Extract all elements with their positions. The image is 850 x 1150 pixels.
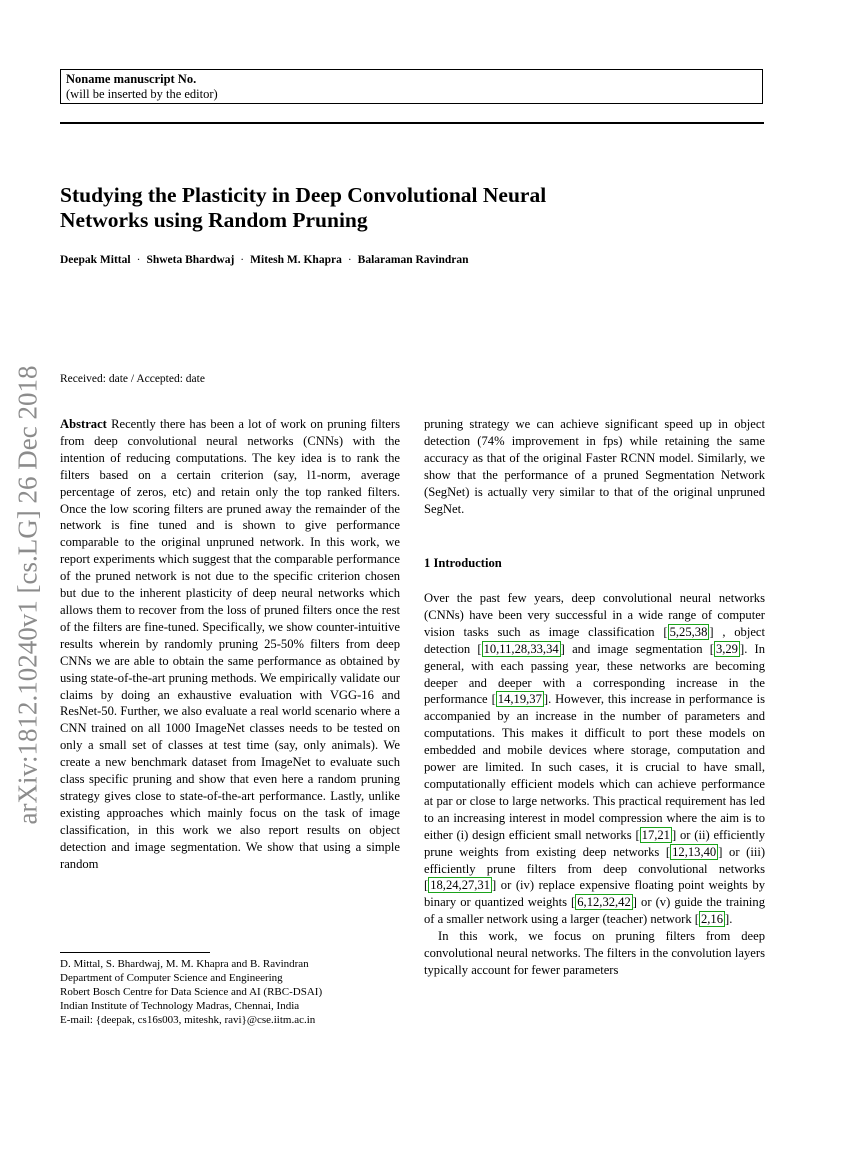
- abstract-heading: Abstract: [60, 417, 107, 431]
- footnote-email: E-mail: {deepak, cs16s003, miteshk, ravi}@cse.iitm.ac.in: [60, 1014, 316, 1026]
- author-name: Deepak Mittal: [60, 254, 131, 266]
- intro-text: or (iii) efficiently prune filters from deep convolutional networks: [424, 844, 766, 876]
- intro-text: and image segmentation: [572, 641, 703, 656]
- intro-text: or (v) guide the training of a smaller network using a larger (teacher) network: [424, 895, 766, 927]
- author-name: Balaraman Ravindran: [357, 254, 469, 266]
- intro-text: . However, this increase in performance is accompanied by an increase in the number of parameters and computations. This makes it difficult to port these models on embedded and mobile devices where storage, computation and power are limited. In such cases, it is crucial to have small, computationally efficient models which can achieve performance at par or close to large networks. This practical requirement has led to an increasing interest in model compression where the aim is to either (i) design efficient small networks: [424, 692, 766, 842]
- citation-link[interactable]: 6,12,32,42: [577, 895, 631, 910]
- introduction-body: [424, 590, 765, 979]
- editor-note: (will be inserted by the editor): [66, 87, 218, 101]
- paper-title-line-2: Networks using Random Pruning: [60, 208, 368, 232]
- arxiv-identifier: arXiv:1812.10240v1 [cs.LG] 26 Dec 2018: [12, 365, 43, 825]
- abstract-paragraph: [60, 416, 400, 872]
- received-date: Received: date / Accepted: date: [60, 373, 205, 385]
- header-rule: [60, 122, 764, 124]
- footnote-department: Department of Computer Science and Engineering: [60, 972, 283, 984]
- intro-text: , object detection: [424, 624, 766, 656]
- abstract-continuation: [424, 416, 765, 517]
- introduction-paragraph-2: In this work, we focus on pruning filters from deep convolutional neural networks. The filters in the convolution layers typically account for fewer parameters: [424, 929, 765, 977]
- footnote-authors: D. Mittal, S. Bhardwaj, M. M. Khapra and B. Ravindran: [60, 958, 309, 970]
- intro-text: or (ii) efficiently prune weights from existing deep networks: [424, 827, 765, 859]
- intro-text: or (iv) replace expensive floating point weights by binary or quantized weights: [424, 878, 765, 910]
- author-list: [60, 254, 469, 266]
- citation-link[interactable]: 12,13,40: [672, 844, 717, 859]
- introduction-paragraph-1: Over the past few years, deep convolutional neural networks (CNNs) have been very successful in a wide range of computer vision tasks such as image classification [ 5,25,38 ] , object detection [ 10,11,28,33,34 ] and image segmentation [ 3,29 ]. In general, with each passing year, these networks are becoming deeper and deeper with a corresponding increase in the performance [ 14,19,37 ]. However, this increase in performance is accompanied by an increase in the number of parameters and computations. This makes it difficult to port these models on embedded and mobile devices where storage, computation and power are limited. In such cases, it is crucial to have small, computationally efficient models which can achieve performance at par or close to large networks. This practical requirement has led to an increasing interest in model compression where the aim is to either (i) design efficient small networks [ 17,21 ] or (ii) efficiently prune weights from existing deep networks [ 12,13,40 ] or (iii) efficiently prune filters from deep convolutional networks [ 18,24,27,31 ] or (iv) replace expensive floating point weights by binary or quantized weights [ 6,12,32,42 ] or (v) guide the training of a smaller network using a larger (teacher) network [ 2,16 ].: [424, 591, 766, 927]
- abstract-text: Recently there has been a lot of work on pruning filters from deep convolutional neural networks (CNNs) with the intention of reducing computations. The key idea is to rank the filters based on a certain criterion (say, l1-norm, average percentage of zeros, etc) and retain only the top ranked filters. Once the low scoring filters are pruned away the remainder of the network is fine tuned and is shown to give performance comparable to the original unpruned network. In this work, we report experiments which suggest that the comparable performance of the pruned network is not due to the specific criterion chosen but due to the inherent plasticity of deep neural networks which allows them to recover from the loss of pruned filters once the rest of the filters are fine-tuned. Specifically, we show counter-intuitive results wherein by randomly pruning 25-50% filters from deep CNNs we are able to obtain the same performance as obtained by using state-of-the-art pruning methods. We empirically validate our claims by doing an exhaustive evaluation with VGG-16 and ResNet-50. Further, we also evaluate a real world scenario where a CNN trained on all 1000 ImageNet classes needs to be tested on only a small set of classes at test time (say, only animals). We create a new benchmark dataset from ImageNet to evaluate such class specific pruning and show that even here a random pruning strategy gives close to state-of-the-art performance. Lastly, unlike existing approaches which mainly focus on the task of image classification, in this work we also report results on object detection and image segmentation. We show that using a simple random: [60, 417, 400, 871]
- abstract-continuation-text: pruning strategy we can achieve significant speed up in object detection (74% improvement in fps) while retaining the same accuracy as that of the original Faster RCNN model. Similarly, we show that the performance of a pruned Segmentation Network (SegNet) is actually very similar to that of the original unpruned SegNet.: [424, 417, 765, 516]
- author-affiliation-footnote: [60, 957, 405, 1027]
- paper-title: [60, 183, 780, 233]
- section-heading-introduction: 1 Introduction: [424, 556, 502, 570]
- citation-link[interactable]: 14,19,37: [497, 692, 542, 707]
- abstract-left-column: [60, 416, 400, 872]
- editor-notice-box: [60, 69, 763, 104]
- manuscript-number-label: Noname manuscript No.: [66, 72, 197, 86]
- footnote-institute: Indian Institute of Technology Madras, Chennai, India: [60, 1000, 300, 1012]
- author-name: Shweta Bhardwaj: [146, 254, 235, 266]
- footnote-centre: Robert Bosch Centre for Data Science and AI (RBC-DSAI): [60, 986, 323, 998]
- author-separator: ·: [347, 254, 352, 266]
- citation-link[interactable]: 17,21: [641, 827, 670, 842]
- citation-link[interactable]: 5,25,38: [669, 624, 708, 639]
- footnote-rule: [60, 952, 210, 953]
- author-name: Mitesh M. Khapra: [250, 254, 342, 266]
- citation-link[interactable]: 2,16: [700, 912, 724, 927]
- paper-title-line-1: Studying the Plasticity in Deep Convolutional Neural: [60, 183, 547, 207]
- intro-text: . In general, with each passing year, these networks are becoming deeper and deeper with a corresponding increase in the performance: [424, 641, 766, 707]
- citation-link[interactable]: 10,11,28,33,34: [483, 641, 559, 656]
- intro-text: .: [729, 912, 733, 927]
- arxiv-sidebar: [8, 350, 48, 840]
- citation-link[interactable]: 18,24,27,31: [430, 878, 491, 893]
- author-separator: ·: [136, 254, 141, 266]
- author-separator: ·: [240, 254, 245, 266]
- citation-link[interactable]: 3,29: [715, 641, 738, 656]
- intro-text: Over the past few years, deep convolutional neural networks (CNNs) have been very successful in a wide range of computer vision tasks such as image classification: [424, 591, 765, 639]
